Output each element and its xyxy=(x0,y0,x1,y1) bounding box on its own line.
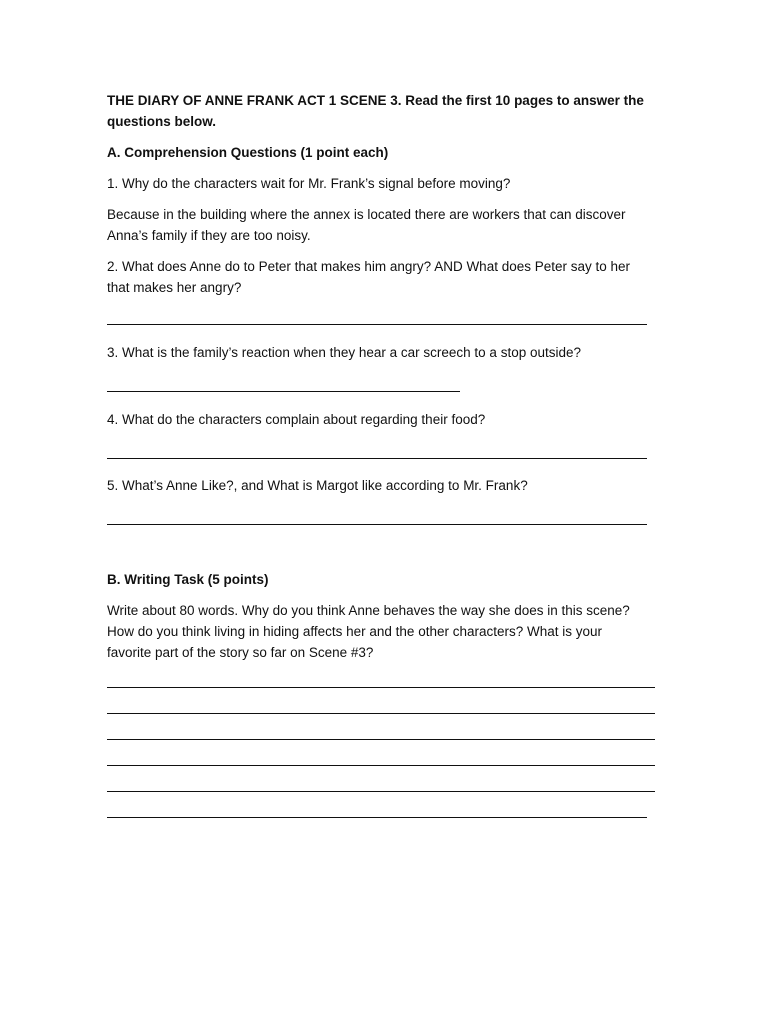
worksheet-title-line-1: THE DIARY OF ANNE FRANK ACT 1 SCENE 3. Read the first 10 pages to answer the xyxy=(107,93,644,108)
question-3: 3. What is the family’s reaction when they hear a car screech to a stop outside? xyxy=(107,345,581,360)
writing-prompt-line-3: favorite part of the story so far on Scene #3? xyxy=(107,645,374,660)
answer-1-line-2: Anna’s family if they are too noisy. xyxy=(107,228,311,243)
writing-blank-line[interactable] xyxy=(107,713,655,714)
question-2-line-1: 2. What does Anne do to Peter that makes him angry? AND What does Peter say to her xyxy=(107,259,631,274)
answer-2-blank-line[interactable] xyxy=(107,324,647,325)
worksheet-page xyxy=(107,90,667,818)
writing-prompt-line-1: Write about 80 words. Why do you think Anne behaves the way she does in this scene? xyxy=(107,603,630,618)
section-a-heading: A. Comprehension Questions (1 point each) xyxy=(107,145,389,160)
writing-blank-line[interactable] xyxy=(107,687,655,688)
question-2-line-2: that makes her angry? xyxy=(107,280,242,295)
answer-3-blank-line[interactable] xyxy=(107,391,460,392)
writing-blank-line[interactable] xyxy=(107,765,655,766)
writing-blank-line[interactable] xyxy=(107,791,655,792)
answer-5-blank-line[interactable] xyxy=(107,524,647,525)
answer-4-blank-line[interactable] xyxy=(107,458,647,459)
writing-blank-line[interactable] xyxy=(107,739,655,740)
worksheet-title-line-2: questions below. xyxy=(107,114,217,129)
answer-1-line-1: Because in the building where the annex is located there are workers that can discover xyxy=(107,207,626,222)
question-5: 5. What’s Anne Like?, and What is Margot like according to Mr. Frank? xyxy=(107,478,528,493)
section-b-heading: B. Writing Task (5 points) xyxy=(107,572,269,587)
writing-prompt-line-2: How do you think living in hiding affects her and the other characters? What is your xyxy=(107,624,603,639)
question-1: 1. Why do the characters wait for Mr. Frank’s signal before moving? xyxy=(107,176,511,191)
question-4: 4. What do the characters complain about regarding their food? xyxy=(107,412,486,427)
writing-blank-line[interactable] xyxy=(107,817,647,818)
